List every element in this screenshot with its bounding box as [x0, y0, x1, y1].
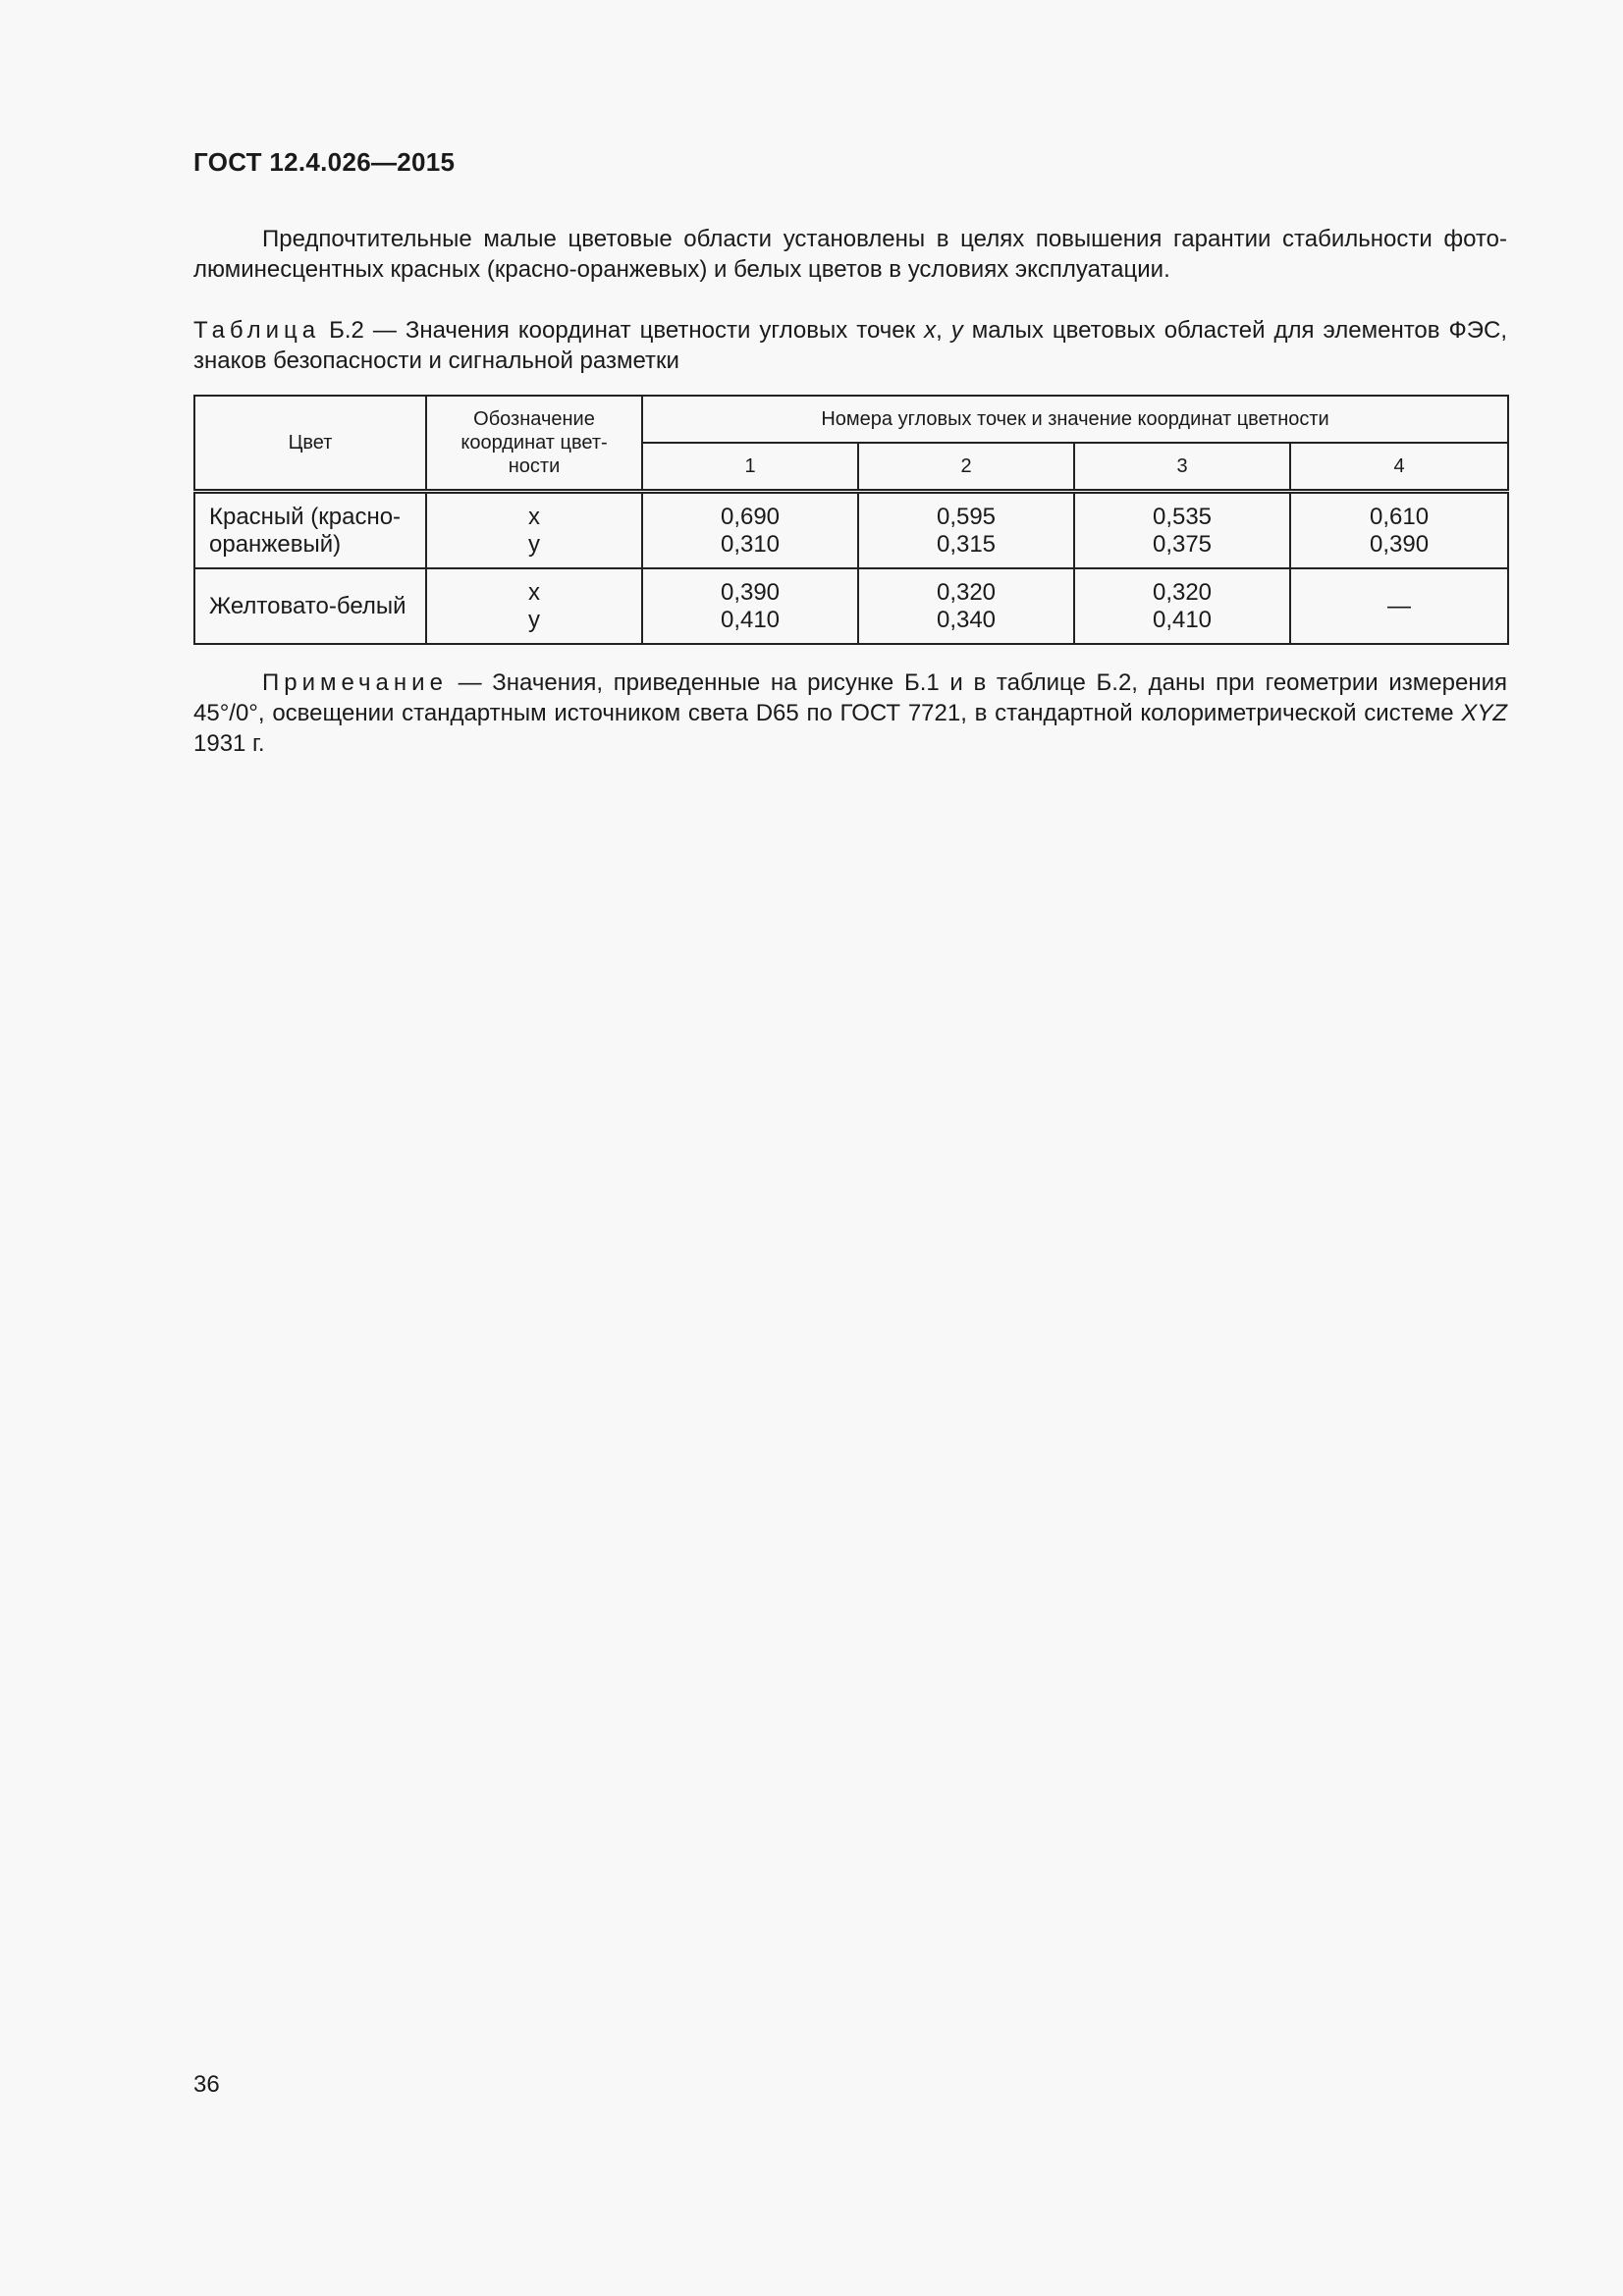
- header-point-2: 2: [858, 443, 1074, 492]
- row-red-p2: 0,595 0,315: [858, 492, 1074, 569]
- row-white-p1: 0,390 0,410: [642, 568, 858, 644]
- caption-label: Таблица: [193, 317, 321, 344]
- note-system: XYZ: [1461, 700, 1507, 726]
- caption-text-before: Б.2 — Значения координат цветности угловых точек: [320, 317, 925, 344]
- header-points: Номера угловых точек и значение координат цветности: [642, 396, 1508, 443]
- page-number: 36: [193, 2071, 220, 2098]
- caption-var-x: x: [924, 317, 937, 344]
- note-label: Примечание: [262, 669, 448, 696]
- table-row-red: [194, 492, 1508, 569]
- header-coordinate: Обозначение координат цвет-ности: [426, 396, 642, 492]
- intro-paragraph: Предпочтительные малые цветовые области установлены в целях повышения гарантии стабильности фото-люминесцентных красных (красно-оранжевых) и белых цветов в условиях эксплуатации.: [193, 226, 1507, 283]
- document-code: ГОСТ 12.4.026—2015: [193, 147, 456, 177]
- chromaticity-table: [193, 395, 1509, 645]
- row-white-p4: —: [1290, 568, 1508, 644]
- row-white-p3: 0,320 0,410: [1074, 568, 1290, 644]
- caption-text-after: малых цветовых областей для элементов ФЭС, знаков безопасности и сигнальной разметки: [193, 317, 1508, 374]
- table-caption: [193, 315, 1507, 376]
- row-red-coords: x y: [426, 492, 642, 569]
- header-point-1: 1: [642, 443, 858, 492]
- table-row-yellowish-white: [194, 568, 1508, 644]
- row-red-p4: 0,610 0,390: [1290, 492, 1508, 569]
- row-white-color: Желтовато-белый: [194, 568, 426, 644]
- note-text: — Значения, приведенные на рисунке Б.1 и в таблице Б.2, даны при геометрии измерения 45°/0°, освещении стандартным источником света D65 по ГОСТ 7721, в стандартной колориметрической системе: [193, 669, 1507, 726]
- row-red-p1: 0,690 0,310: [642, 492, 858, 569]
- caption-var-y: y: [950, 317, 963, 344]
- row-red-p3: 0,535 0,375: [1074, 492, 1290, 569]
- row-red-color: Красный (красно-оранжевый): [194, 492, 426, 569]
- header-color: Цвет: [194, 396, 426, 492]
- header-point-3: 3: [1074, 443, 1290, 492]
- header-point-4: 4: [1290, 443, 1508, 492]
- row-white-p2: 0,320 0,340: [858, 568, 1074, 644]
- caption-sep: ,: [936, 317, 951, 344]
- row-white-coords: x y: [426, 568, 642, 644]
- table-note: [193, 667, 1507, 759]
- note-tail: 1931 г.: [193, 730, 265, 757]
